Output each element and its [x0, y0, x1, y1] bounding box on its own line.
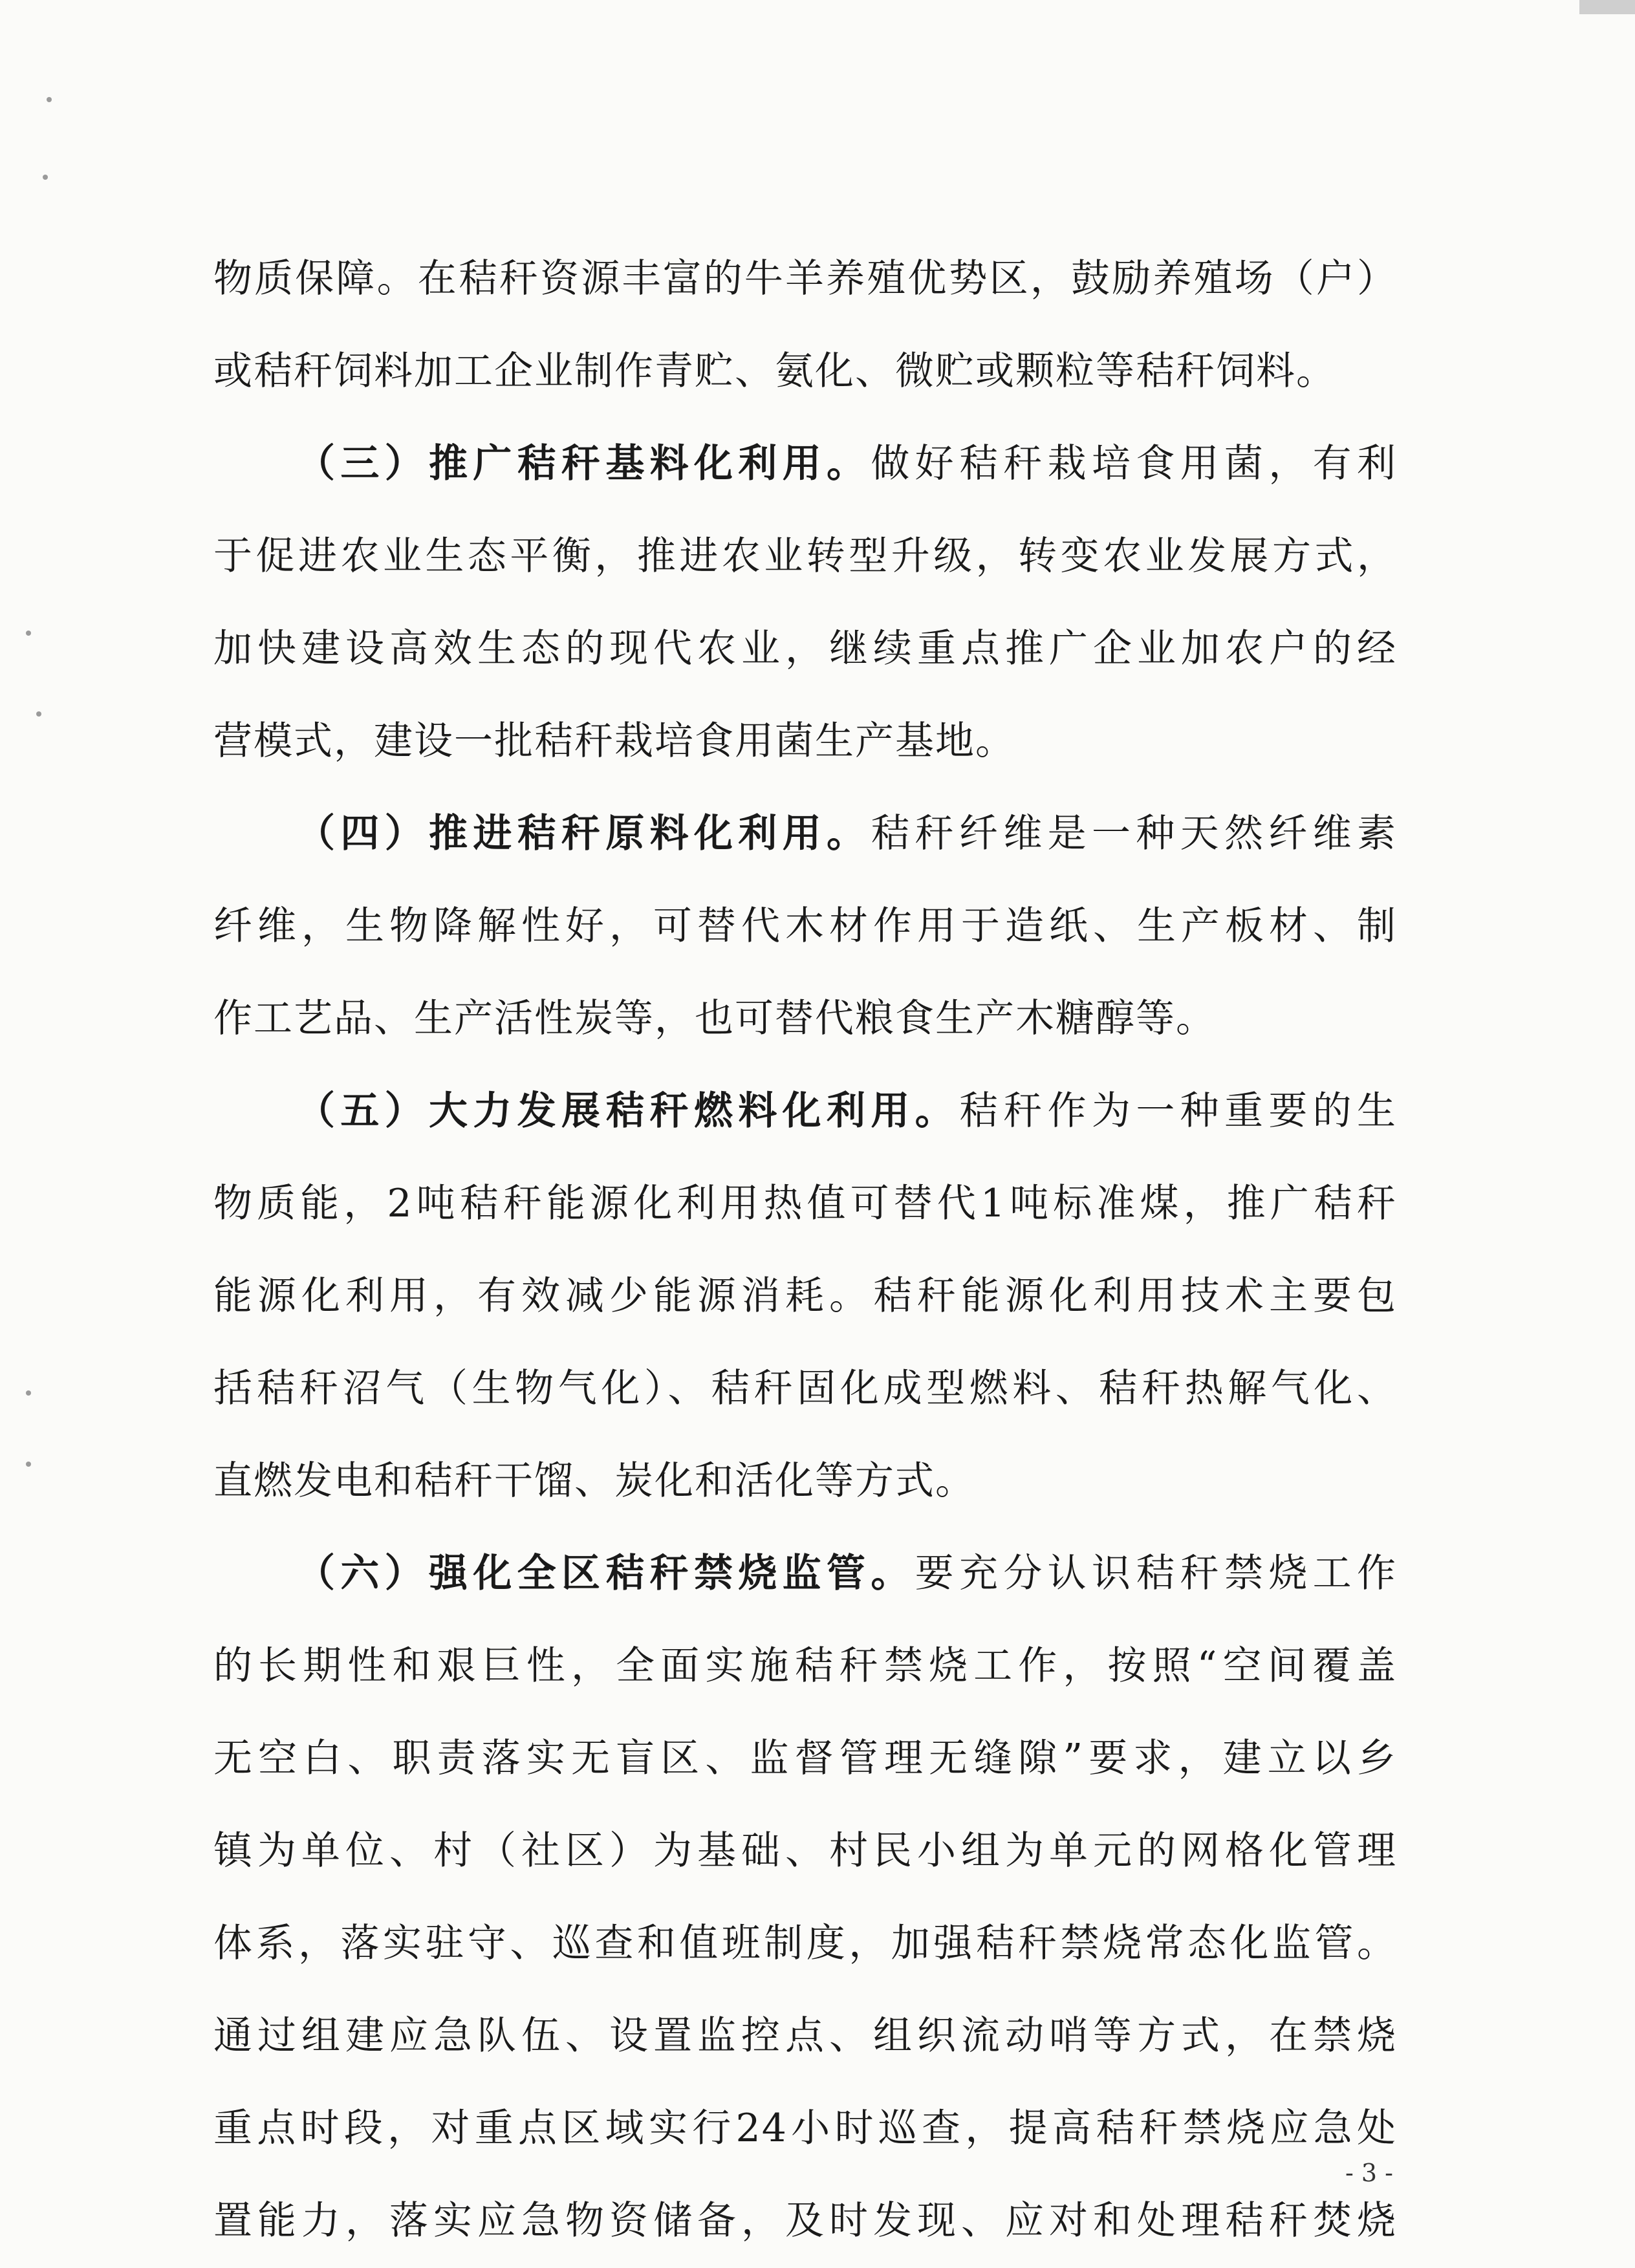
text-line: 体系，落实驻守、巡查和值班制度，加强秸秆禁烧常态化监管。 — [213, 1921, 1397, 1966]
text-line — [213, 1065, 1397, 1158]
text-line: 物质保障。在秸秆资源丰富的牛羊养殖优势区，鼓励养殖场（户） — [213, 256, 1397, 301]
text-line: 直燃发电和秸秆干馏、炭化和活化等方式。 — [213, 1458, 975, 1504]
text-line: 加快建设高效生态的现代农业，继续重点推广企业加农户的经 — [213, 626, 1397, 671]
paragraph-5-fuel-utilization — [213, 1065, 1397, 1528]
section-heading: （三）推广秸秆基料化利用。 — [296, 441, 871, 486]
text-line: 重点时段，对重点区域实行24小时巡查，提高秸秆禁烧应急处 — [213, 2106, 1397, 2151]
text-line: 于促进农业生态平衡，推进农业转型升级，转变农业发展方式， — [213, 534, 1397, 579]
text-line — [213, 788, 1397, 880]
document-body — [213, 233, 1397, 2267]
scan-binding-hole-mark — [26, 631, 31, 636]
text-line: 无空白、职责落实无盲区、监督管理无缝隙”要求，建立以乡 — [213, 1736, 1397, 1781]
text-line: 作工艺品、生产活性炭等，也可替代粮食生产木糖醇等。 — [213, 996, 1216, 1041]
paragraph-3-substrate-utilization — [213, 418, 1397, 788]
text-run: 做好秸秆栽培食用菌，有利 — [871, 441, 1398, 486]
scan-binding-hole-mark — [47, 97, 52, 102]
section-heading: （六）强化全区秸秆禁烧监管。 — [296, 1551, 915, 1596]
text-line: 的长期性和艰巨性，全面实施秸秆禁烧工作，按照“空间覆盖 — [213, 1643, 1397, 1689]
scan-binding-hole-mark — [26, 1390, 31, 1396]
text-run: 秸秆纤维是一种天然纤维素 — [871, 811, 1398, 856]
section-heading: （五）大力发展秸秆燃料化利用。 — [296, 1088, 959, 1134]
page-number: - 3 - — [1345, 2159, 1393, 2187]
text-line: 或秸秆饲料加工企业制作青贮、氨化、微贮或颗粒等秸秆饲料。 — [213, 349, 1336, 394]
paragraph-continuation — [213, 233, 1397, 418]
text-line: 镇为单位、村（社区）为基础、村民小组为单元的网格化管理 — [213, 1828, 1397, 1874]
text-line — [213, 1528, 1397, 1620]
text-run: 要充分认识秸秆禁烧工作 — [915, 1551, 1398, 1596]
paragraph-6-burning-ban-supervision — [213, 1528, 1397, 2267]
text-line: 物质能，2吨秸秆能源化利用热值可替代1吨标准煤，推广秸秆 — [213, 1181, 1397, 1226]
text-line: 能源化利用，有效减少能源消耗。秸秆能源化利用技术主要包 — [213, 1273, 1397, 1319]
text-line — [213, 418, 1397, 510]
scan-corner-mark — [1579, 0, 1635, 14]
text-line: 括秸秆沼气（生物气化）、秸秆固化成型燃料、秸秆热解气化、 — [213, 1366, 1397, 1411]
text-line: 营模式，建设一批秸秆栽培食用菌生产基地。 — [213, 718, 1015, 764]
scan-binding-hole-mark — [26, 1462, 31, 1467]
scan-binding-hole-mark — [43, 175, 48, 180]
section-heading: （四）推进秸秆原料化利用。 — [296, 811, 871, 856]
text-line: 纤维，生物降解性好，可替代木材作用于造纸、生产板材、制 — [213, 903, 1397, 949]
paragraph-4-raw-material-utilization — [213, 788, 1397, 1065]
text-run: 秸秆作为一种重要的生 — [959, 1088, 1397, 1134]
text-line: 置能力，落实应急物资储备，及时发现、应对和处理秸秆焚烧 — [213, 2198, 1397, 2243]
scan-binding-hole-mark — [36, 711, 41, 717]
text-line: 通过组建应急队伍、设置监控点、组织流动哨等方式，在禁烧 — [213, 2013, 1397, 2058]
